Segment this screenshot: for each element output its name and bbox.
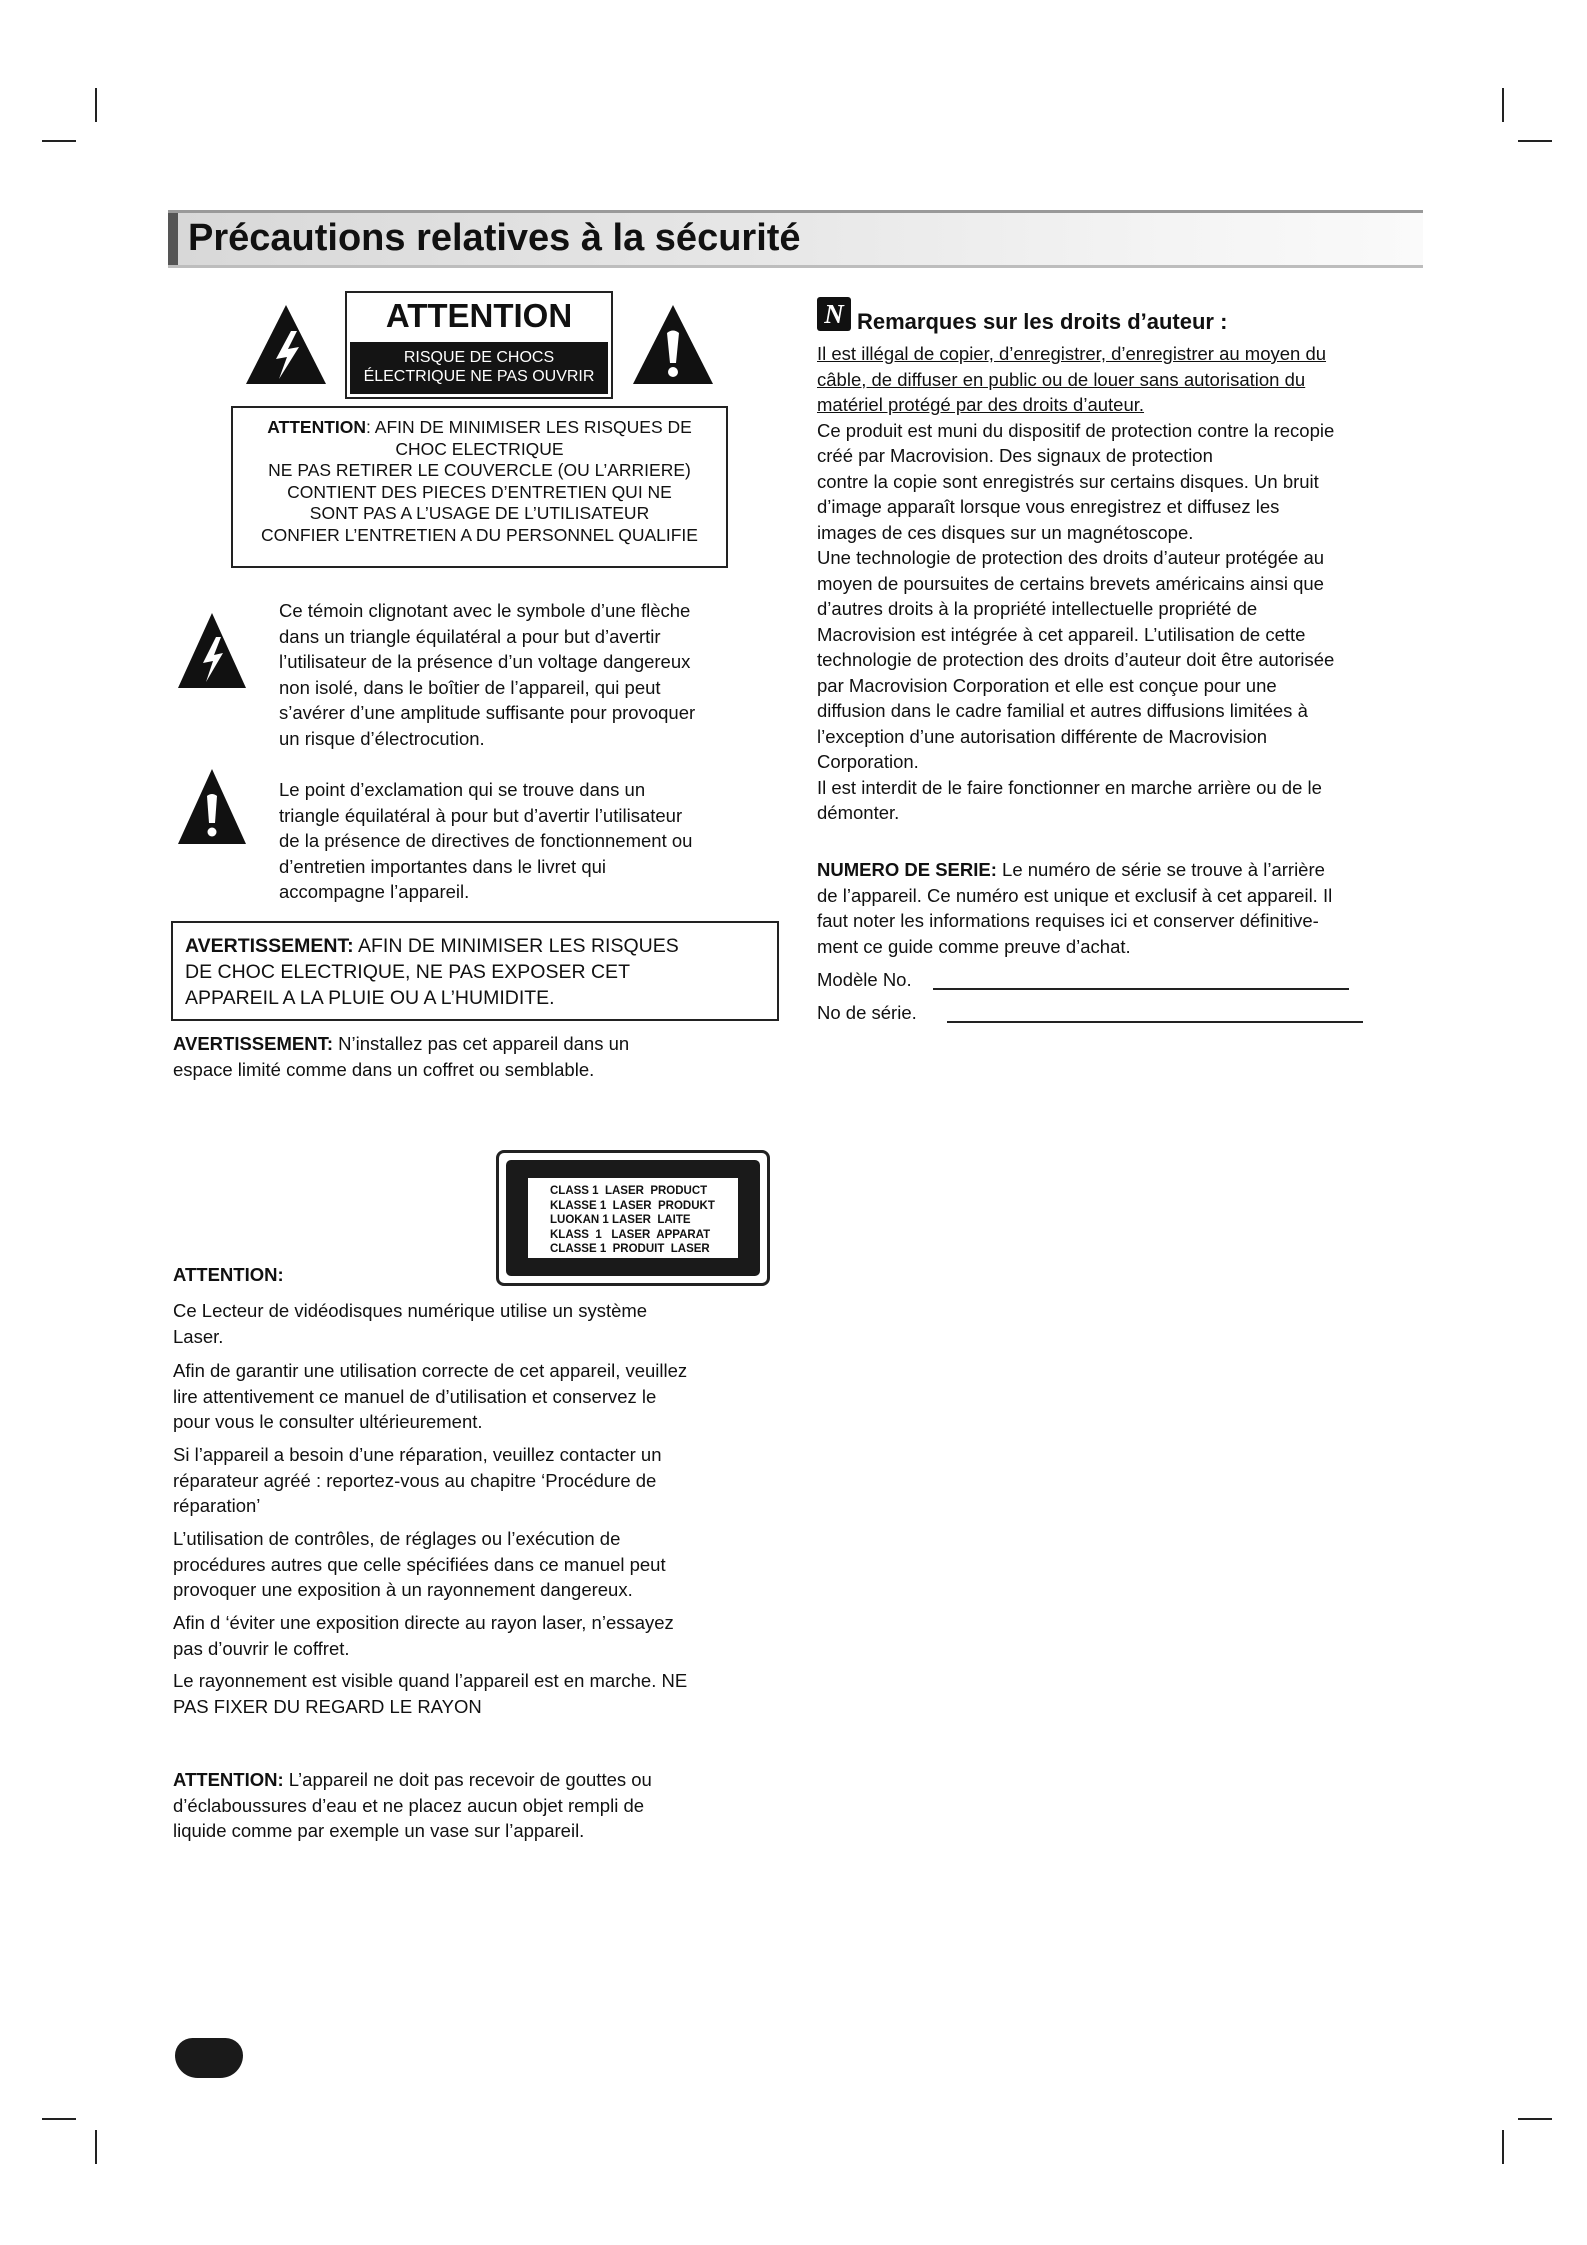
copyright-line: technologie de protection des droits d’auteur doit être autorisée xyxy=(817,649,1335,670)
copyright-underlined-line: câble, de diffuser en public ou de louer sans autorisation du xyxy=(817,368,1306,390)
copyright-heading: Remarques sur les droits d’auteur : xyxy=(857,309,1228,334)
copyright-line: contre la copie sont enregistrés sur certains disques. Un bruit xyxy=(817,470,1319,492)
crop-mark xyxy=(42,140,76,142)
water-attention xyxy=(173,1767,652,1844)
lightning-note xyxy=(279,598,695,751)
exclamation-note xyxy=(279,777,692,905)
attention-label-line: ÉLECTRIQUE NE PAS OUVRIR xyxy=(363,368,595,385)
caution-line xyxy=(233,417,726,439)
attention-line: pour vous le consulter ultérieurement. xyxy=(173,1411,483,1432)
crop-mark xyxy=(1518,140,1552,142)
install-warning-line xyxy=(173,1031,629,1057)
attention-line: Le rayonnement est visible quand l’appareil est en marche. NE xyxy=(173,1670,688,1691)
serial-number-note xyxy=(817,857,1332,959)
copyright-underlined-line: Il est illégal de copier, d’enregistrer, d’enregistrer au moyen du xyxy=(817,343,1327,364)
attention-paragraph xyxy=(173,1358,687,1435)
note-line: non isolé, dans le boîtier de l’appareil, qui peut xyxy=(279,676,661,698)
attention-paragraph xyxy=(173,1610,674,1661)
serial-number-label: No de série. xyxy=(817,1002,917,1023)
caution-line: CHOC ELECTRIQUE xyxy=(395,438,564,459)
attention-line: Si l’appareil a besoin d’une réparation, veuillez contacter un xyxy=(173,1444,662,1465)
attention-line: provoquer une exposition à un rayonnement dangereux. xyxy=(173,1579,633,1600)
caution-line-text: : AFIN DE MINIMISER LES RISQUES DE xyxy=(366,417,692,437)
attention-line: PAS FIXER DU REGARD LE RAYON xyxy=(173,1695,482,1717)
copyright-line: diffusion dans le cadre familial et autres diffusions limitées à xyxy=(817,700,1308,721)
caution-line: CONTIENT DES PIECES D’ENTRETIEN QUI NE xyxy=(287,481,672,502)
note-line: accompagne l’appareil. xyxy=(279,881,470,902)
attention-line: pas d’ouvrir le coffret. xyxy=(173,1637,350,1659)
note-line: Ce témoin clignotant avec le symbole d’une flèche xyxy=(279,600,691,621)
electric-shock-warning-icon xyxy=(243,301,329,387)
attention-line: Afin de garantir une utilisation correcte de cet appareil, veuillez xyxy=(173,1360,688,1381)
title-bar-accent xyxy=(168,213,178,265)
attention-paragraph xyxy=(173,1442,662,1519)
copyright-line: Ce produit est muni du dispositif de protection contre la recopie xyxy=(817,419,1335,441)
attention-line: réparateur agréé : reportez-vous au chapitre ‘Procédure de xyxy=(173,1469,657,1491)
install-warning-text: N’installez pas cet appareil dans un xyxy=(333,1033,630,1054)
page-title: Précautions relatives à la sécurité xyxy=(188,217,801,259)
crop-mark xyxy=(1518,2118,1552,2120)
caution-line: NE PAS RETIRER LE COUVERCLE (OU L’ARRIERE) xyxy=(268,460,691,480)
title-bar xyxy=(168,210,1423,268)
attention-line: réparation’ xyxy=(173,1495,261,1516)
page-number-tab xyxy=(175,2038,243,2078)
install-warning xyxy=(173,1031,629,1082)
copyright-underlined-line: matériel protégé par des droits d’auteur. xyxy=(817,394,1145,415)
install-warning-lead: AVERTISSEMENT: xyxy=(173,1033,334,1054)
attention-label xyxy=(345,291,613,399)
copyright-line: par Macrovision Corporation et elle est conçue pour une xyxy=(817,674,1277,696)
attention-line: L’utilisation de contrôles, de réglages ou l’exécution de xyxy=(173,1528,621,1549)
attention-paragraph xyxy=(173,1526,666,1603)
serial-line: de l’appareil. Ce numéro est unique et exclusif à cet appareil. Il xyxy=(817,884,1333,906)
attention-line: Laser. xyxy=(173,1325,224,1347)
note-line: de la présence de directives de fonctionnement ou xyxy=(279,830,693,851)
crop-mark xyxy=(1502,88,1504,122)
note-icon: N xyxy=(817,297,851,331)
warning-box xyxy=(171,921,779,1021)
copyright-line: moyen de poursuites de certains brevets américains ainsi que xyxy=(817,572,1324,594)
serial-line: ment ce guide comme preuve d’achat. xyxy=(817,935,1131,957)
attention-line: Ce Lecteur de vidéodisques numérique utilise un système xyxy=(173,1300,648,1321)
water-attention-line xyxy=(173,1767,652,1793)
caution-lead: ATTENTION xyxy=(267,417,367,437)
water-attention-text: L’appareil ne doit pas recevoir de gouttes ou xyxy=(283,1769,652,1790)
install-warning-line: espace limité comme dans un coffret ou semblable. xyxy=(173,1058,595,1080)
crop-mark xyxy=(1502,2130,1504,2164)
note-line: dans un triangle équilatéral a pour but d’avertir xyxy=(279,625,661,647)
attention-paragraph xyxy=(173,1298,647,1349)
attention-heading: ATTENTION: xyxy=(173,1264,284,1285)
note-line: s’avérer d’une amplitude suffisante pour provoquer xyxy=(279,702,696,723)
laser-product-label xyxy=(496,1150,770,1286)
attention-line: Afin d ‘éviter une exposition directe au rayon laser, n’essayez xyxy=(173,1612,674,1633)
attention-label-title: ATTENTION xyxy=(385,297,573,334)
copyright-notice xyxy=(817,341,1334,826)
crop-mark xyxy=(95,88,97,122)
attention-line: lire attentivement ce manuel de d’utilisation et conservez le xyxy=(173,1385,657,1407)
copyright-line: images de ces disques sur un magnétoscope. xyxy=(817,521,1194,543)
attention-line: procédures autres que celle spécifiées dans ce manuel peut xyxy=(173,1553,666,1575)
crop-mark xyxy=(95,2130,97,2164)
water-attention-line: liquide comme par exemple un vase sur l’appareil. xyxy=(173,1820,585,1841)
caution-box xyxy=(231,406,728,568)
crop-mark xyxy=(42,2118,76,2120)
model-number-field[interactable] xyxy=(933,988,1349,990)
warning-lead: AVERTISSEMENT: xyxy=(185,935,354,957)
serial-number-field[interactable] xyxy=(947,1021,1363,1023)
water-attention-line: d’éclaboussures d’eau et ne placez aucun objet rempli de xyxy=(173,1794,645,1816)
warning-line: DE CHOC ELECTRIQUE, NE PAS EXPOSER CET xyxy=(185,961,630,983)
exclamation-warning-icon xyxy=(630,301,716,387)
note-line: l’utilisateur de la présence d’un voltage dangereux xyxy=(279,651,691,672)
exclamation-warning-icon xyxy=(175,766,249,848)
electric-shock-warning-icon xyxy=(175,610,249,692)
serial-line-text: Le numéro de série se trouve à l’arrière xyxy=(996,859,1325,880)
laser-label-text: CLASS 1 LASER PRODUCT KLASSE 1 LASER PRODUKT LUOKAN 1 LASER LAITE KLASS 1 LASER APPARAT CLASSE 1 PRODUIT LASER xyxy=(528,1178,738,1258)
copyright-line: Il est interdit de le faire fonctionner en marche arrière ou de le xyxy=(817,776,1322,798)
caution-line: SONT PAS A L’USAGE DE L’UTILISATEUR xyxy=(309,503,650,523)
copyright-line: l’exception d’une autorisation différente de Macrovision xyxy=(817,725,1268,747)
water-attention-lead: ATTENTION: xyxy=(173,1769,284,1790)
serial-lead: NUMERO DE SERIE: xyxy=(817,859,997,880)
copyright-line: d’image apparaît lorsque vous enregistrez et diffusez les xyxy=(817,496,1280,517)
attention-label-warning xyxy=(350,342,608,394)
note-line: un risque d’électrocution. xyxy=(279,727,485,749)
copyright-line: Corporation. xyxy=(817,751,919,772)
copyright-line: créé par Macrovision. Des signaux de protection xyxy=(817,445,1213,466)
serial-line: faut noter les informations requises ici et conserver définitive- xyxy=(817,910,1319,931)
caution-line: CONFIER L’ENTRETIEN A DU PERSONNEL QUALIFIE xyxy=(261,524,698,545)
copyright-line: démonter. xyxy=(817,802,900,823)
copyright-line: Une technologie de protection des droits d’auteur protégée au xyxy=(817,547,1325,568)
copyright-line: d’autres droits à la propriété intellectuelle propriété de xyxy=(817,598,1258,619)
note-line: d’entretien importantes dans le livret qui xyxy=(279,855,607,877)
serial-line xyxy=(817,857,1332,883)
attention-label-line: RISQUE DE CHOCS xyxy=(403,349,555,366)
warning-line xyxy=(185,933,765,959)
attention-paragraph xyxy=(173,1668,687,1719)
warning-line: APPAREIL A LA PLUIE OU A L’HUMIDITE. xyxy=(185,987,555,1009)
note-line: Le point d’exclamation qui se trouve dans un xyxy=(279,779,646,800)
model-number-label: Modèle No. xyxy=(817,969,912,990)
laser-label-border xyxy=(506,1160,760,1276)
copyright-line: Macrovision est intégrée à cet appareil. L’utilisation de cette xyxy=(817,623,1306,645)
note-line: triangle équilatéral à pour but d’avertir l’utilisateur xyxy=(279,804,683,826)
warning-line-text: AFIN DE MINIMISER LES RISQUES xyxy=(353,935,679,957)
